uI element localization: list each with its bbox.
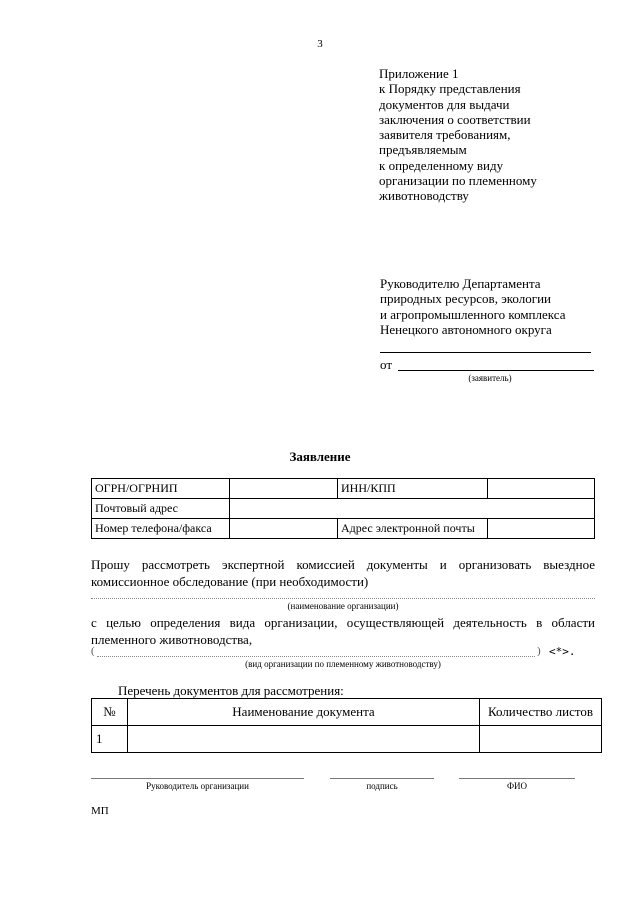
footnote-mark: <*>. bbox=[549, 645, 576, 658]
org-name-field[interactable] bbox=[91, 598, 595, 599]
sheet-count-field[interactable] bbox=[480, 726, 602, 753]
appendix-header bbox=[379, 66, 619, 204]
bracket-open: ( bbox=[91, 645, 95, 657]
appendix-line: Приложение 1 bbox=[379, 66, 459, 81]
inn-label: ИНН/КПП bbox=[338, 479, 488, 499]
postal-label: Почтовый адрес bbox=[92, 499, 230, 519]
applicant-caption: (заявитель) bbox=[468, 373, 512, 383]
org-type-field[interactable] bbox=[97, 656, 535, 657]
email-field[interactable] bbox=[488, 519, 595, 539]
addressee-line: природных ресурсов, экологии bbox=[380, 291, 551, 307]
documents-table bbox=[91, 698, 602, 753]
stamp-label: МП bbox=[91, 805, 109, 817]
ogrn-label: ОГРН/ОГРНИП bbox=[92, 479, 230, 499]
addressee-line: Ненецкого автономного округа bbox=[380, 321, 552, 337]
appendix-line: документов для выдачи bbox=[379, 96, 510, 112]
docs-heading: Перечень документов для рассмотрения: bbox=[118, 683, 344, 698]
appendix-line: животноводству bbox=[379, 188, 469, 204]
purpose-line-1: с целью определения вида организации, осуществляющей деятельность в области bbox=[91, 615, 595, 630]
appendix-line: заключения о соответствии bbox=[379, 111, 531, 127]
head-signature-line[interactable] bbox=[91, 778, 304, 779]
appendix-line: заявителя требованиям, bbox=[379, 127, 511, 143]
phone-field[interactable] bbox=[230, 519, 338, 539]
name-signature-line[interactable] bbox=[459, 778, 575, 779]
purpose-line-2: племенного животноводства, bbox=[91, 632, 253, 647]
inn-field[interactable] bbox=[488, 479, 595, 499]
request-line-2: комиссионное обследование (при необходимости) bbox=[91, 574, 369, 589]
org-name-caption: (наименование организации) bbox=[287, 601, 399, 611]
addressee-line: Руководителю Департамента bbox=[380, 276, 541, 291]
page-number: 3 bbox=[317, 38, 323, 50]
bracket-close: ) bbox=[537, 645, 541, 657]
applicant-field[interactable] bbox=[398, 370, 594, 371]
org-type-caption: (вид организации по племенному животноводству) bbox=[245, 659, 441, 669]
ogrn-field[interactable] bbox=[230, 479, 338, 499]
col-header-sheets: Количество листов bbox=[480, 699, 602, 726]
appendix-line: к определенному виду bbox=[379, 157, 504, 173]
phone-label: Номер телефона/факса bbox=[92, 519, 230, 539]
document-title: Заявление bbox=[289, 449, 351, 464]
applicant-info-table bbox=[91, 478, 595, 539]
appendix-line: организации по племенному bbox=[379, 173, 537, 189]
appendix-line: предъявляемым bbox=[379, 142, 467, 158]
name-caption: ФИО bbox=[506, 781, 528, 791]
request-line-1: Прошу рассмотреть экспертной комиссией документы и организовать выездное bbox=[91, 557, 595, 572]
addressee-block bbox=[380, 276, 620, 337]
col-header-name: Наименование документа bbox=[128, 699, 480, 726]
from-label: от bbox=[380, 357, 393, 372]
from-row bbox=[380, 357, 594, 373]
document-name-field[interactable] bbox=[128, 726, 480, 753]
signature-line[interactable] bbox=[330, 778, 434, 779]
email-label: Адрес электронной почты bbox=[338, 519, 488, 539]
addressee-line: и агропромышленного комплекса bbox=[380, 306, 566, 322]
sign-caption: подпись bbox=[366, 781, 398, 791]
appendix-line: к Порядку представления bbox=[379, 81, 521, 97]
postal-field[interactable] bbox=[230, 499, 595, 519]
addressee-blank-line[interactable] bbox=[380, 352, 591, 353]
table-row bbox=[92, 726, 602, 753]
row-number: 1 bbox=[92, 726, 128, 753]
col-header-number: № bbox=[92, 699, 128, 726]
head-caption: Руководитель организации bbox=[146, 781, 249, 791]
